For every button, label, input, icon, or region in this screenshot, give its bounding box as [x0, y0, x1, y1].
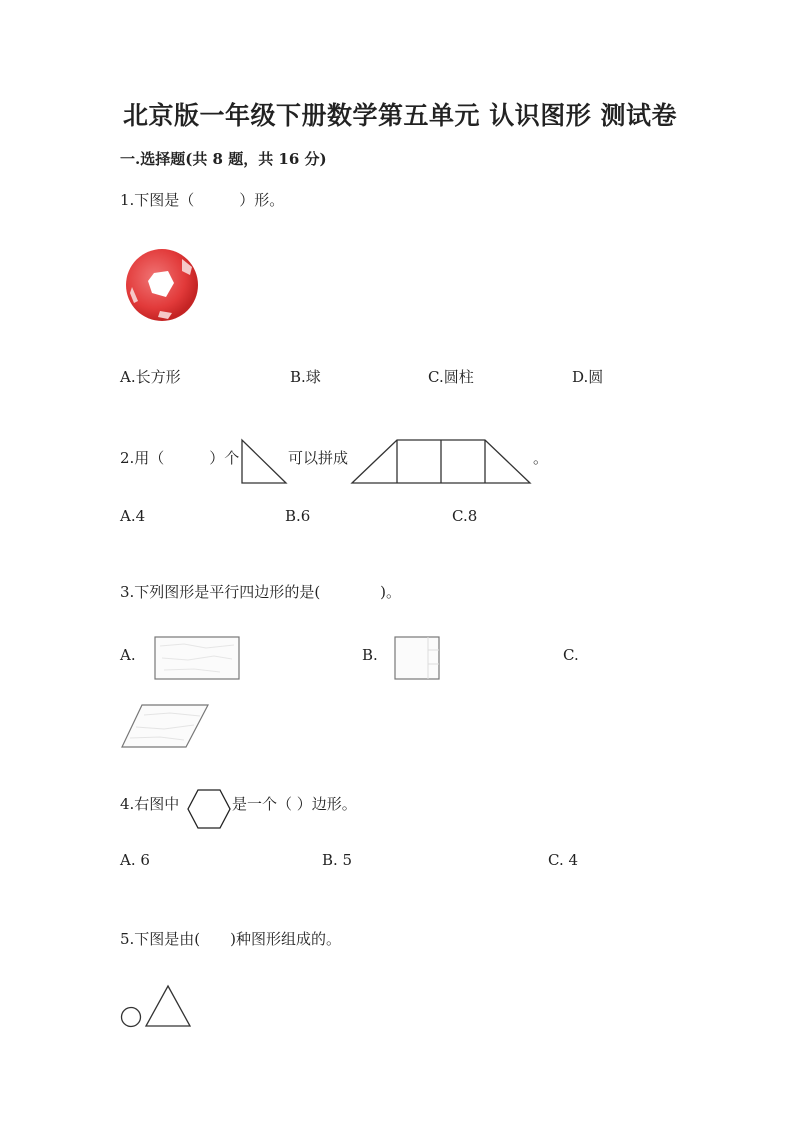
q3-option-b: B. — [362, 646, 378, 664]
question-4-stem-part2: 是一个（ ）边形。 — [232, 795, 357, 813]
red-ball-image — [124, 247, 200, 323]
q2-option-b: B.6 — [285, 507, 311, 525]
q1-option-c: C.圆柱 — [428, 368, 474, 386]
page-title: 北京版一年级下册数学第五单元 认识图形 测试卷 — [123, 101, 677, 130]
q2-option-c: C.8 — [452, 507, 478, 525]
q4-option-b: B. 5 — [322, 851, 353, 869]
question-3-stem: 3.下列图形是平行四边形的是( )。 — [120, 583, 402, 601]
question-2-stem-part3: 。 — [533, 449, 549, 467]
square-image — [394, 636, 440, 680]
right-triangle-image — [240, 438, 290, 486]
q1-option-b: B.球 — [290, 368, 321, 386]
q4-option-a: A. 6 — [120, 851, 150, 869]
question-2-stem-part1: 2.用（ ）个 — [120, 449, 240, 467]
question-2-stem-part2: 可以拼成 — [288, 449, 349, 467]
q1-option-a: A.长方形 — [120, 368, 181, 386]
circle-triangle-image — [120, 982, 194, 1030]
q4-option-c: C. 4 — [548, 851, 579, 869]
question-1-stem: 1.下图是（ ）形。 — [120, 191, 285, 209]
q1-option-d: D.圆 — [572, 368, 604, 386]
hexagon-image — [186, 788, 232, 830]
trapezoid-image — [350, 438, 534, 486]
q2-option-a: A.4 — [120, 507, 146, 525]
parallelogram-image — [120, 703, 210, 749]
q3-option-c: C. — [563, 646, 579, 664]
section-heading: 一.选择题(共 8 题，共 16 分) — [120, 150, 327, 168]
question-5-stem: 5.下图是由( )种图形组成的。 — [120, 930, 342, 948]
q3-option-a: A. — [120, 646, 136, 664]
rectangle-image — [154, 636, 240, 680]
question-4-stem-part1: 4.右图中 — [120, 795, 180, 813]
